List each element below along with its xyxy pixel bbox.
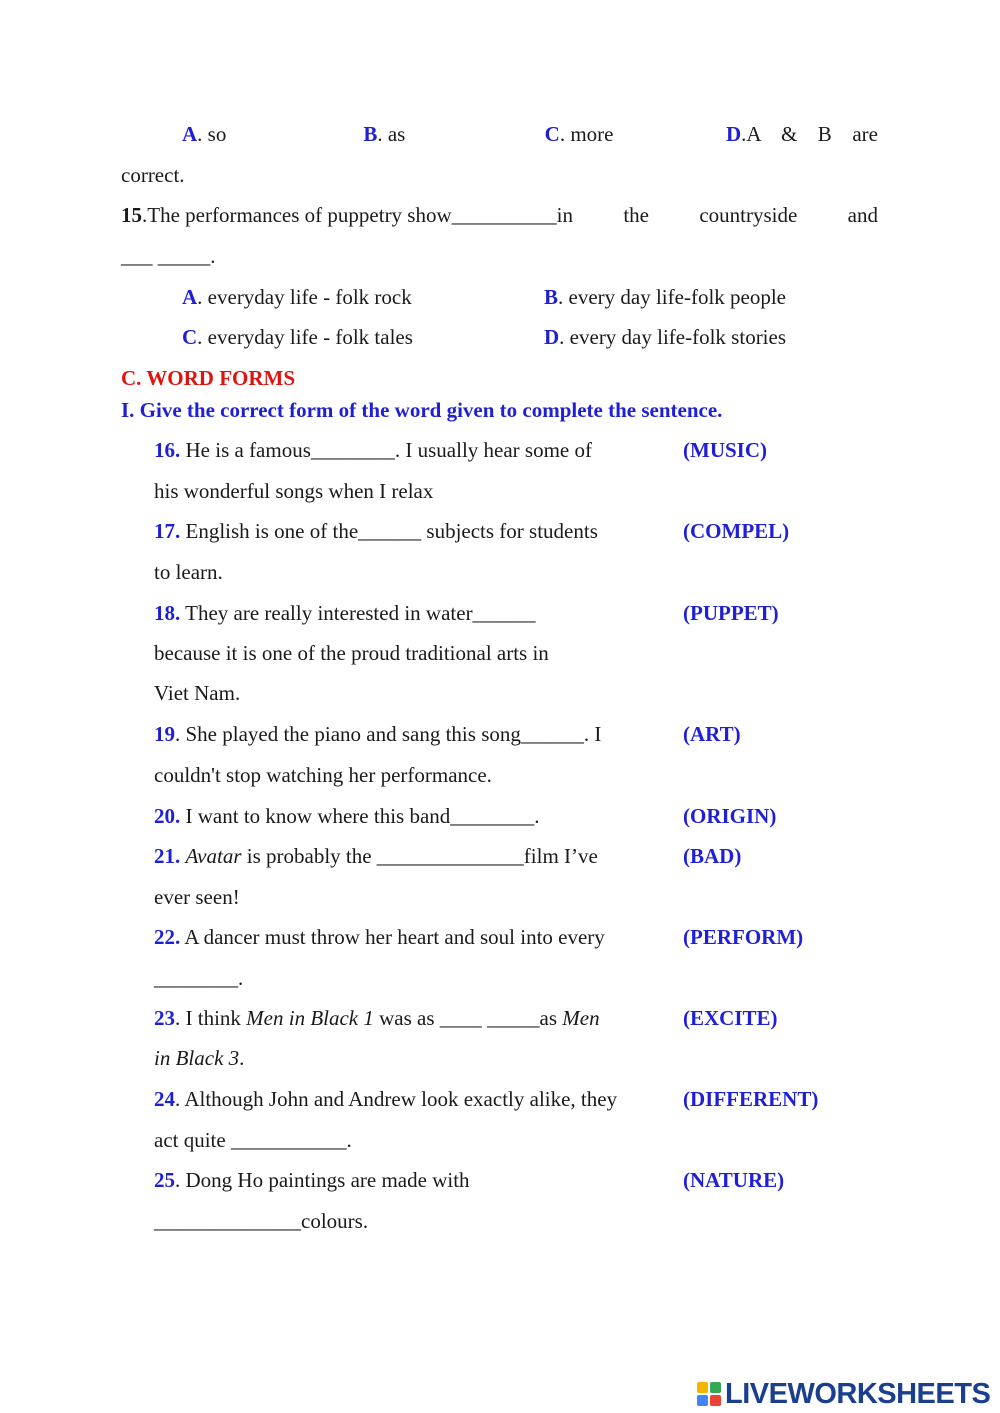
item-24-word: (DIFFERENT) — [683, 1087, 819, 1111]
liveworksheets-logo-icon — [696, 1381, 722, 1407]
liveworksheets-watermark[interactable] — [696, 1376, 990, 1412]
item-19-line2: couldn't stop watching her performance. — [154, 763, 492, 787]
item-20-line1: 20. I want to know where this band________. — [154, 804, 540, 828]
item-22-word: (PERFORM) — [683, 925, 804, 949]
item-25-line2: ______________colours. — [154, 1209, 369, 1233]
item-18-word: (PUPPET) — [683, 601, 779, 625]
item-23-word: (EXCITE) — [683, 1006, 778, 1030]
item-19-word: (ART) — [683, 722, 741, 746]
item-23-line2: in Black 3. — [154, 1046, 245, 1070]
item-23-line1: 23. I think Men in Black 1 was as ____ _____as Men — [154, 1006, 600, 1030]
item-24-line1: 24. Although John and Andrew look exactly alike, they — [154, 1087, 618, 1111]
item-19-line1: 19. She played the piano and sang this song______. I — [154, 722, 602, 746]
item-22-line2: ________. — [154, 966, 244, 990]
q15-stem-line2: ___ _____. — [121, 244, 216, 268]
q14-option-b: B. as — [363, 122, 406, 146]
item-18-line1: 18. They are really interested in water______ — [154, 601, 536, 625]
item-16-line1: 16. He is a famous________. I usually hear some of — [154, 438, 592, 462]
q15-stem-line1: 15.The performances of puppetry show__________in the countryside and — [121, 203, 878, 227]
item-18-line3: Viet Nam. — [154, 681, 241, 705]
q15-option-b: B. every day life-folk people — [544, 285, 787, 309]
item-20-word: (ORIGIN) — [683, 804, 777, 828]
item-16-word: (MUSIC) — [683, 438, 767, 462]
item-25-word: (NATURE) — [683, 1168, 785, 1192]
q14-options-row — [182, 122, 878, 147]
q15-option-a: A. everyday life - folk rock — [182, 285, 412, 309]
q15-option-d: D. every day life-folk stories — [544, 325, 787, 349]
item-18-line2: because it is one of the proud traditional arts in — [154, 641, 549, 665]
q14-option-d-wrap: correct. — [121, 163, 185, 187]
item-21-line1: 21. Avatar is probably the ______________film I’ve — [154, 844, 598, 868]
item-17-line2: to learn. — [154, 560, 223, 584]
q14-option-d: D .A & B are — [725, 122, 878, 146]
q15-option-c: C. everyday life - folk tales — [182, 325, 413, 349]
q14-option-a: A. so — [182, 122, 227, 146]
item-21-line2: ever seen! — [154, 885, 240, 909]
item-21-word: (BAD) — [683, 844, 742, 868]
item-17-line1: 17. English is one of the______ subjects for students — [154, 519, 598, 543]
section-heading: C. WORD FORMS — [121, 366, 296, 390]
q15-number: 15 — [121, 203, 142, 227]
q14-option-c: C. more — [544, 122, 614, 146]
item-25-line1: 25. Dong Ho paintings are made with — [154, 1168, 470, 1192]
item-17-word: (COMPEL) — [683, 519, 790, 543]
item-24-line2: act quite ___________. — [154, 1128, 352, 1152]
item-16-line2: his wonderful songs when I relax — [154, 479, 434, 503]
item-22-line1: 22. A dancer must throw her heart and soul into every — [154, 925, 605, 949]
liveworksheets-wordmark: LIVEWORKSHEETS — [725, 1377, 991, 1410]
section-instruction: I. Give the correct form of the word given to complete the sentence. — [121, 398, 723, 422]
